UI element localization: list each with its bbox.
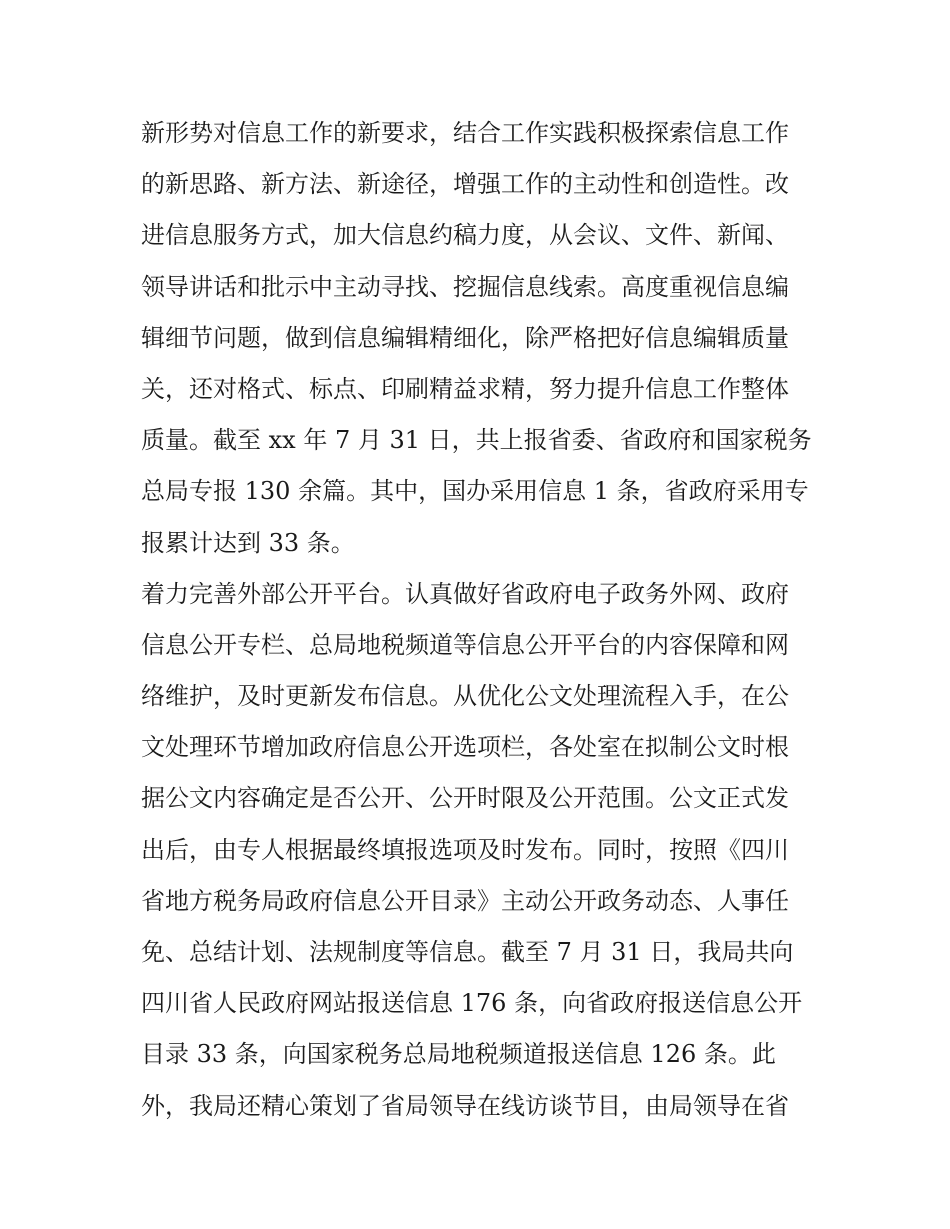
text-line: 免、总结计划、法规制度等信息。截至 7 月 31 日，我局共向 [141,938,794,966]
text-line: 文处理环节增加政府信息公开选项栏，各处室在拟制公文时根 [141,733,789,762]
text-line: 辑细节问题，做到信息编辑精细化，除严格把好信息编辑质量 [141,323,789,352]
text-line: 目录 33 条，向国家税务总局地税频道报送信息 126 条。此 [141,1040,776,1069]
body-text [141,108,821,1132]
text-line: 据公文内容确定是否公开、公开时限及公开范围。公文正式发 [141,784,789,813]
paragraph-start-line: 着力完善外部公开平台。认真做好省政府电子政务外网、政府 [141,579,789,608]
text-line: 络维护，及时更新发布信息。从优化公文处理流程入手，在公 [141,682,789,711]
text-line: 新形势对信息工作的新要求，结合工作实践积极探索信息工作 [141,119,789,147]
text-line: 的新思路、新方法、新途径，增强工作的主动性和创造性。改 [141,170,789,199]
text-line: 总局专报 130 余篇。其中，国办采用信息 1 条，省政府采用专 [141,477,809,506]
text-line: 关，还对格式、标点、印刷精益求精，努力提升信息工作整体 [141,374,789,403]
text-line: 质量。截至 xx 年 7 月 31 日，共上报省委、省政府和国家税务 [141,426,812,455]
text-line: 领导讲话和批示中主动寻找、挖掘信息线索。高度重视信息编 [141,272,789,301]
text-line: 信息公开专栏、总局地税频道等信息公开平台的内容保障和网 [141,630,789,659]
text-line: 四川省人民政府网站报送信息 176 条，向省政府报送信息公开 [141,989,803,1018]
text-line: 进信息服务方式，加大信息约稿力度，从会议、文件、新闻、 [141,221,789,250]
text-line: 出后，由专人根据最终填报选项及时发布。同时，按照《四川 [141,835,789,864]
text-line: 省地方税务局政府信息公开目录》主动公开政务动态、人事任 [141,886,789,915]
text-line: 报累计达到 33 条。 [141,528,355,557]
text-line: 外，我局还精心策划了省局领导在线访谈节目，由局领导在省 [141,1091,789,1120]
